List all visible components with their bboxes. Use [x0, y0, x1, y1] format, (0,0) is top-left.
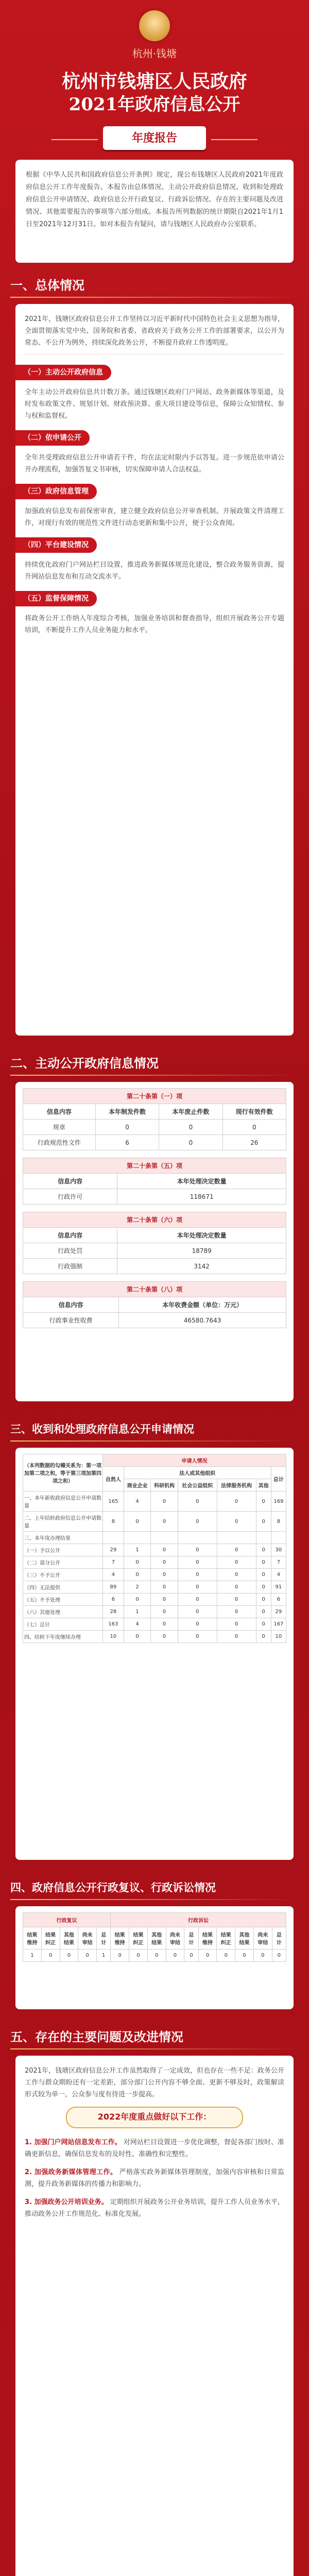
section-4-title: 四、政府信息公开行政复议、行政诉讼情况 — [10, 1875, 299, 1900]
overview-item-title: （五）监督保障情况 — [15, 591, 97, 606]
cell: 4 — [124, 1618, 151, 1631]
cell: 89 — [103, 1581, 124, 1594]
col-header: 自然人 — [103, 1467, 124, 1492]
col-header: 尚未审结 — [253, 1927, 272, 1950]
plan-item-text: 对网站栏目设置进一步优化调整，督促各部门按时、准确更新信息，确保信息发布的及时性、准确性和完整性。 — [25, 2139, 284, 2158]
col-header: 信息内容 — [23, 1228, 117, 1243]
cell: 91 — [271, 1581, 286, 1594]
cell: 0 — [159, 1135, 222, 1150]
cell: 1 — [97, 1950, 111, 1962]
intro-text: 根据《中华人民共和国政府信息公开条例》规定，现公布钱塘区人民政府2021年度政府信息公开工作年度报告。本报告由总体情况、主动公开政府信息情况、收到和处理政府信息公开申请情况、政府信息公开行政复议、行政诉讼情况、存在的主要问题及改进情况、其他需要报告的事项等六部分组成。本报告所列数据的统计期限自2021年1月1日至2021年12月31日。如对本报告有疑问，请与钱塘区人民政府办公室联系。 — [26, 171, 283, 228]
cell — [103, 1532, 124, 1544]
cell: 28 — [103, 1606, 124, 1618]
plan-item-title: 1. 加强门户网站信息发布工作。 — [25, 2139, 122, 2146]
table-row — [23, 1259, 286, 1274]
plan-item-2 — [25, 2166, 284, 2190]
overview-paragraph: 2021年，钱塘区政府信息公开工作坚持以习近平新时代中国特色社会主义思想为指导，全面贯彻落实党中央、国务院和省委、省政府关于政务公开工作的部署要求，以公开为常态、不公开为例外，持续深化政务公开，不断提升政府工作透明度。 — [25, 315, 284, 347]
table-row — [23, 1243, 286, 1259]
cell: 1 — [23, 1950, 42, 1962]
review-table — [23, 1912, 286, 1962]
table-rule-20-6 — [23, 1212, 286, 1274]
table-row — [23, 1313, 286, 1328]
cell: （二）部分公开 — [23, 1556, 103, 1569]
cell: 三、本年度办理结果 — [23, 1532, 103, 1544]
col-header: 总计 — [271, 1467, 286, 1492]
cell: 0 — [253, 1950, 272, 1962]
table-title: 第二十条第（六）项 — [23, 1212, 286, 1228]
col-header: 本年废止件数 — [159, 1104, 222, 1120]
plan-item-text: 严格落实政务新媒体管理制度，加强内容审核和日常监测，提升政务新媒体的传播力和影响力。 — [25, 2168, 284, 2188]
table-row — [23, 1606, 286, 1618]
cell: 1 — [124, 1606, 151, 1618]
overview-item-title: （三）政府信息管理 — [15, 484, 97, 499]
cell: 0 — [124, 1631, 151, 1643]
overview-item-3 — [25, 481, 284, 529]
cell: 0 — [178, 1569, 217, 1581]
col-header: 本年制发件数 — [95, 1104, 159, 1120]
plan-item-title: 3. 加强政务公开培训业务。 — [25, 2198, 108, 2206]
col-header: 结果纠正 — [41, 1927, 60, 1950]
applications-card — [15, 1448, 294, 1860]
cell: 0 — [178, 1618, 217, 1631]
cell: 一、本年新收政府信息公开申请数量 — [23, 1492, 103, 1512]
table-row — [23, 1189, 286, 1205]
title-deco-right — [211, 139, 258, 140]
cell: 0 — [256, 1544, 271, 1556]
col-header: 社会公益组织 — [178, 1479, 217, 1492]
cell: 0 — [151, 1492, 178, 1512]
plan-item-text: 定期组织开展政务公开业务培训，提升工作人员业务水平，推动政务公开工作规范化、标准化发展。 — [25, 2198, 284, 2218]
cell: 0 — [147, 1950, 166, 1962]
cell: 0 — [159, 1120, 222, 1135]
overview-item-title: （一）主动公开政府信息 — [15, 365, 111, 380]
cell: 8 — [271, 1512, 286, 1532]
plan-item-3 — [25, 2196, 284, 2220]
title-line-2: 2021年政府信息公开 — [68, 94, 241, 115]
cell: 4 — [271, 1569, 286, 1581]
cell: 行政许可 — [23, 1189, 117, 1205]
cell: 0 — [217, 1631, 256, 1643]
table-title: 第二十条第（五）项 — [23, 1158, 286, 1174]
cell: 四、结转下年度继续办理 — [23, 1631, 103, 1643]
cell: 0 — [256, 1606, 271, 1618]
cell: 0 — [256, 1569, 271, 1581]
table-rule-20-5 — [23, 1158, 286, 1205]
cell: 0 — [129, 1950, 148, 1962]
col-header: 其他结果 — [235, 1927, 254, 1950]
table-row — [23, 1950, 286, 1962]
col-header: （本列数据的勾稽关系为：第一项加第二项之和，等于第三项加第四项之和） — [23, 1454, 103, 1492]
table-row — [23, 1569, 286, 1581]
cell: （一）予以公开 — [23, 1544, 103, 1556]
cell: 0 — [217, 1512, 256, 1532]
cell: 0 — [217, 1581, 256, 1594]
overview-item-text: 全年主动公开政府信息共计数万条。通过钱塘区政府门户网站、政务新媒体等渠道，及时发布政策文件、规划计划、财政预决算、重大项目建设等信息，保障公众知情权、参与权和监督权。 — [25, 388, 284, 420]
table-row — [23, 1120, 286, 1135]
cell: 行政事业性收费 — [23, 1313, 119, 1328]
cell: 7 — [271, 1556, 286, 1569]
overview-item-text: 加强政府信息发布前保密审查，建立健全政府信息公开审查机制。开展政策文件清理工作，对现行有效的规范性文件进行动态更新和集中公开，便于公众查阅。 — [25, 507, 284, 527]
table-row — [23, 1556, 286, 1569]
cell: 行政强制 — [23, 1259, 117, 1274]
overview-item-1 — [25, 362, 284, 422]
cell: 0 — [178, 1606, 217, 1618]
cell: 0 — [151, 1581, 178, 1594]
plan-banner: 2022年度重点做好以下工作： — [66, 2107, 243, 2128]
cell: 0 — [256, 1631, 271, 1643]
cell: 0 — [151, 1618, 178, 1631]
cell: 0 — [151, 1556, 178, 1569]
cell: 4 — [103, 1569, 124, 1581]
table-row — [23, 1581, 286, 1594]
table-row — [23, 1512, 286, 1532]
cell: 规章 — [23, 1120, 96, 1135]
cell: 7 — [103, 1556, 124, 1569]
col-header: 结果纠正 — [217, 1927, 235, 1950]
section-1-title: 一、总体情况 — [10, 273, 299, 298]
col-header: 结果维持 — [23, 1927, 42, 1950]
cell: 0 — [178, 1594, 217, 1606]
col-header: 其他结果 — [60, 1927, 78, 1950]
cell: 29 — [103, 1544, 124, 1556]
cell: 0 — [124, 1512, 151, 1532]
cell: 0 — [272, 1950, 286, 1962]
cell: 6 — [103, 1594, 124, 1606]
cell: 46580.7643 — [119, 1313, 286, 1328]
col-header: 本年处理决定数量 — [117, 1228, 286, 1243]
cell: 0 — [111, 1950, 129, 1962]
section-3-title: 三、收到和处理政府信息公开申请情况 — [10, 1417, 299, 1442]
col-header: 信息内容 — [23, 1174, 117, 1189]
cell: 0 — [217, 1950, 235, 1962]
table-row — [23, 1631, 286, 1643]
cell: 10 — [271, 1631, 286, 1643]
cell: 0 — [235, 1950, 254, 1962]
table-rule-20-1 — [23, 1088, 286, 1150]
cell: 0 — [95, 1120, 159, 1135]
cell: 0 — [184, 1950, 198, 1962]
cell: 0 — [178, 1492, 217, 1512]
overview-item-text: 全年共受理政府信息公开申请若干件，均在法定时限内予以答复。进一步规范依申请公开办理流程，加强答复文书审核，切实保障申请人合法权益。 — [25, 454, 284, 473]
cell: 0 — [151, 1594, 178, 1606]
cell: 行政处罚 — [23, 1243, 117, 1259]
cell: 6 — [271, 1594, 286, 1606]
col-header: 本年收费金额（单位：万元） — [119, 1297, 286, 1313]
overview-item-2 — [25, 427, 284, 476]
section-5-title: 五、存在的主要问题及改进情况 — [10, 2025, 299, 2049]
cell: 6 — [95, 1135, 159, 1150]
col-header: 行政复议 — [23, 1913, 111, 1927]
cell: 0 — [151, 1606, 178, 1618]
cell: （七）总计 — [23, 1618, 103, 1631]
cell: 118671 — [117, 1189, 286, 1205]
col-header: 尚未审结 — [78, 1927, 97, 1950]
active-disclosure-card — [15, 1082, 294, 1401]
title-line-1: 杭州市钱塘区人民政府 — [61, 71, 247, 92]
col-header: 结果维持 — [111, 1927, 129, 1950]
overview-item-text: 持续优化政府门户网站栏目设置，推进政务新媒体规范化建设，整合政务服务资源，提升网站信息发布和互动交流水平。 — [25, 561, 284, 581]
report-badge: 年度报告 — [103, 126, 206, 150]
overview-card — [15, 304, 294, 1036]
cell: 0 — [178, 1631, 217, 1643]
cell: 4 — [124, 1492, 151, 1512]
cell: 169 — [271, 1492, 286, 1512]
problems-intro: 2021年，钱塘区政府信息公开工作虽然取得了一定成效，但也存在一些不足：政务公开工作与群众期盼还有一定差距，部分部门公开内容不够全面、更新不够及时，政策解读形式较为单一，公众参与度有待进一步提高。 — [25, 2067, 284, 2098]
cell: 165 — [103, 1492, 124, 1512]
col-header: 法人或其他组织 — [124, 1467, 271, 1479]
table-rule-20-8 — [23, 1281, 286, 1328]
cell: 0 — [256, 1618, 271, 1631]
col-header: 法律服务机构 — [217, 1479, 256, 1492]
cell — [124, 1532, 151, 1544]
cell: 0 — [256, 1556, 271, 1569]
table-title: 第二十条第（八）项 — [23, 1282, 286, 1297]
cell — [151, 1532, 178, 1544]
cell: 0 — [256, 1581, 271, 1594]
plan-item-title: 2. 加强政务新媒体管理工作。 — [25, 2168, 117, 2176]
cell: 0 — [256, 1492, 271, 1512]
cell — [271, 1532, 286, 1544]
cell: 行政规范性文件 — [23, 1135, 96, 1150]
overview-item-text: 将政务公开工作纳入年度综合考核，加强业务培训和督查指导，组织开展政务公开专题培训，不断提升工作人员业务能力和水平。 — [25, 615, 284, 634]
col-header: 结果维持 — [198, 1927, 217, 1950]
review-card — [15, 1906, 294, 2009]
cell — [178, 1532, 217, 1544]
cell: 0 — [124, 1594, 151, 1606]
col-header: 其他结果 — [147, 1927, 166, 1950]
cell: 0 — [124, 1569, 151, 1581]
cell: 0 — [217, 1556, 256, 1569]
cell: 0 — [217, 1606, 256, 1618]
col-header: 其他 — [256, 1479, 271, 1492]
cell: 二、上年结转政府信息公开申请数量 — [23, 1512, 103, 1532]
col-header: 申请人情况 — [103, 1454, 286, 1467]
col-header: 本年处理决定数量 — [117, 1174, 286, 1189]
cell: 0 — [151, 1544, 178, 1556]
cell: 18789 — [117, 1243, 286, 1259]
col-header: 总计 — [272, 1927, 286, 1950]
col-header: 信息内容 — [23, 1104, 96, 1120]
overview-item-5 — [25, 588, 284, 636]
cell: 0 — [256, 1594, 271, 1606]
cell: 2 — [124, 1581, 151, 1594]
cell: 0 — [178, 1512, 217, 1532]
cell: 0 — [198, 1950, 217, 1962]
intro-card — [15, 160, 294, 263]
cell: 0 — [41, 1950, 60, 1962]
col-header: 行政诉讼 — [111, 1913, 286, 1927]
cell: 0 — [256, 1512, 271, 1532]
cell: 0 — [178, 1544, 217, 1556]
cell: 0 — [78, 1950, 97, 1962]
col-header: 总计 — [97, 1927, 111, 1950]
report-header — [0, 0, 309, 268]
table-row — [23, 1594, 286, 1606]
cell: 0 — [178, 1581, 217, 1594]
title-deco-left — [52, 139, 98, 140]
col-header: 科研机构 — [151, 1479, 178, 1492]
logo-mark — [139, 10, 170, 41]
cell: 0 — [217, 1594, 256, 1606]
overview-item-4 — [25, 534, 284, 583]
cell: 0 — [151, 1569, 178, 1581]
cell — [217, 1532, 256, 1544]
col-header: 总计 — [184, 1927, 198, 1950]
table-row — [23, 1544, 286, 1556]
plan-item-1 — [25, 2137, 284, 2160]
table-row — [23, 1492, 286, 1512]
cell: 0 — [124, 1556, 151, 1569]
col-header: 信息内容 — [23, 1297, 119, 1313]
cell: 0 — [60, 1950, 78, 1962]
cell: 29 — [271, 1606, 286, 1618]
cell: 163 — [103, 1618, 124, 1631]
overview-item-title: （四）平台建设情况 — [15, 537, 97, 553]
cell: （六）其他处理 — [23, 1606, 103, 1618]
applications-rows — [23, 1492, 286, 1643]
table-row — [23, 1532, 286, 1544]
cell: 0 — [151, 1631, 178, 1643]
cell: 8 — [103, 1512, 124, 1532]
cell: 0 — [217, 1569, 256, 1581]
cell: （四）无法提供 — [23, 1581, 103, 1594]
applications-table — [23, 1454, 286, 1643]
col-header: 现行有效件数 — [222, 1104, 286, 1120]
problems-card — [15, 2056, 294, 2576]
review-sub-headers — [23, 1927, 286, 1950]
col-header: 尚未审结 — [166, 1927, 184, 1950]
col-header: 结果纠正 — [129, 1927, 148, 1950]
cell: 0 — [166, 1950, 184, 1962]
cell: 30 — [271, 1544, 286, 1556]
cell: 0 — [217, 1618, 256, 1631]
cell: 1 — [124, 1544, 151, 1556]
table-title: 第二十条第（一）项 — [23, 1089, 286, 1104]
table-row — [23, 1135, 286, 1150]
cell: （三）不予公开 — [23, 1569, 103, 1581]
cell: 0 — [151, 1512, 178, 1532]
cell: 10 — [103, 1631, 124, 1643]
report-title — [0, 70, 309, 116]
section-2-title: 二、主动公开政府信息情况 — [10, 1051, 299, 1076]
overview-item-title: （二）依申请公开 — [15, 430, 90, 446]
logo-text: 杭州·钱塘 — [132, 47, 177, 60]
logo — [129, 10, 180, 62]
col-header: 商业企业 — [124, 1479, 151, 1492]
cell: 0 — [178, 1556, 217, 1569]
cell: （五）不予处理 — [23, 1594, 103, 1606]
cell — [256, 1532, 271, 1544]
cell: 167 — [271, 1618, 286, 1631]
cell: 0 — [217, 1544, 256, 1556]
cell: 0 — [217, 1492, 256, 1512]
cell: 0 — [222, 1120, 286, 1135]
cell: 26 — [222, 1135, 286, 1150]
cell: 3142 — [117, 1259, 286, 1274]
table-row — [23, 1618, 286, 1631]
